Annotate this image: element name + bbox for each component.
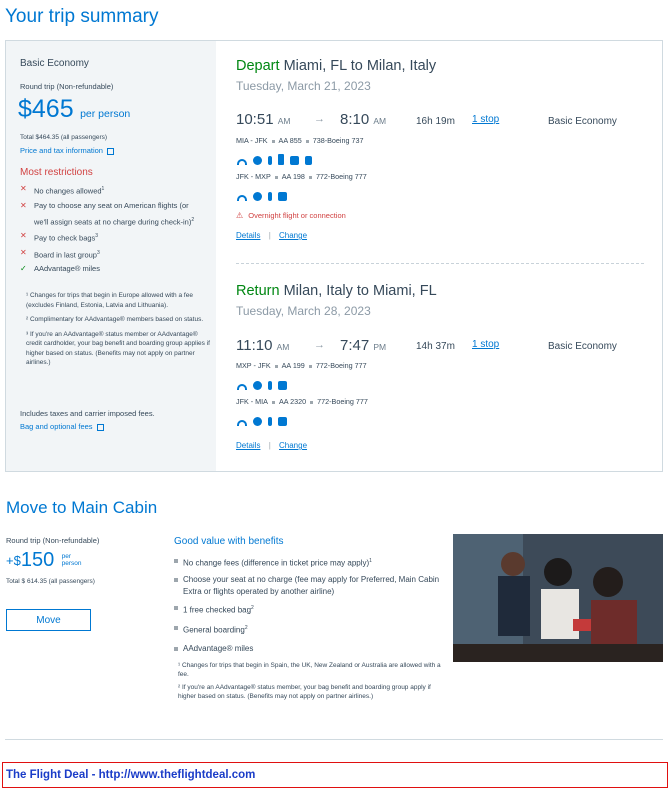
arr-time-value: 7:47 xyxy=(340,337,370,354)
x-icon: ✕ xyxy=(20,200,27,210)
usb-power-icon xyxy=(268,381,272,390)
separator: | xyxy=(268,441,271,450)
seat-icon xyxy=(278,192,287,201)
upsell-total: Total $ 614.35 (all passengers) xyxy=(6,578,95,585)
return-details-link[interactable]: Details xyxy=(236,441,261,450)
check-icon: ✓ xyxy=(20,264,27,273)
return-direction: Return xyxy=(236,283,280,299)
x-icon: ✕ xyxy=(20,184,27,193)
tv-icon xyxy=(290,156,299,165)
depart-details-link[interactable]: Details xyxy=(236,231,261,240)
segment-aircraft: 772-Boeing 777 xyxy=(317,397,368,406)
drinks-icon xyxy=(305,156,312,165)
depart-route: Miami, FL to Milan, Italy xyxy=(283,58,437,74)
fare-price: $465 xyxy=(18,95,74,123)
amenity-icons xyxy=(237,377,293,395)
dot-separator xyxy=(309,176,312,179)
person-label: person xyxy=(61,560,82,567)
return-stops-link[interactable]: 1 stop xyxy=(472,339,500,350)
arr-ampm: PM xyxy=(373,342,387,352)
benefits-list xyxy=(174,555,444,702)
entertainment-icon xyxy=(253,381,262,390)
benefit-text: General boarding xyxy=(183,625,245,635)
x-icon: ✕ xyxy=(20,231,27,240)
segment-route: MXP - JFK xyxy=(236,361,271,370)
upsell-price-block xyxy=(6,549,82,572)
segment-route: JFK - MXP xyxy=(236,172,271,181)
segment-route: MIA - JFK xyxy=(236,136,268,145)
dot-separator xyxy=(275,365,278,368)
benefit-text: Choose your seat at no charge (fee may apply for Preferred, Main Cabin Extra or flights operated by another airline) xyxy=(183,574,440,596)
wifi-icon xyxy=(237,195,247,201)
usb-power-icon xyxy=(268,417,272,426)
trip-summary-card xyxy=(5,40,663,472)
arrow-right-icon: → xyxy=(314,339,325,351)
entertainment-icon xyxy=(253,156,262,165)
external-link-icon xyxy=(97,424,104,431)
segment-route: JFK - MIA xyxy=(236,397,268,406)
benefit-sup: 1 xyxy=(369,558,372,564)
dot-separator xyxy=(272,140,275,143)
benefit-sup: 2 xyxy=(251,604,254,611)
benefit-item xyxy=(174,643,444,655)
restriction-text: No changes allowed xyxy=(34,186,102,196)
footer-banner xyxy=(2,762,668,788)
depart-dep-time xyxy=(236,111,290,128)
bag-fees-link-label[interactable]: Bag and optional fees xyxy=(20,422,93,431)
restriction-text: Board in last group xyxy=(34,250,97,259)
section-divider xyxy=(5,739,663,740)
benefit-item xyxy=(174,602,444,617)
fare-name: Basic Economy xyxy=(20,58,89,69)
segment-info xyxy=(236,397,368,406)
return-change-link[interactable]: Change xyxy=(279,441,308,450)
trip-type: Round trip (Non-refundable) xyxy=(20,82,114,91)
dep-time-value: 10:51 xyxy=(236,111,274,128)
dep-ampm: AM xyxy=(277,116,291,126)
passengers-illustration xyxy=(453,534,663,662)
benefit-sup: 2 xyxy=(244,625,248,632)
entertainment-icon xyxy=(253,192,262,201)
depart-direction: Depart xyxy=(236,58,280,74)
return-date: Tuesday, March 28, 2023 xyxy=(236,304,371,318)
dot-separator xyxy=(272,401,275,404)
restrictions-list xyxy=(20,182,205,276)
restrictions-title: Most restrictions xyxy=(20,167,93,178)
arrow-right-icon: → xyxy=(314,113,325,125)
main-cabin-photo xyxy=(453,534,663,662)
restriction-sup: 3 xyxy=(95,233,99,239)
depart-cabin: Basic Economy xyxy=(548,116,617,127)
usb-power-icon xyxy=(268,156,272,165)
segment-aircraft: 772-Boeing 777 xyxy=(315,361,367,370)
restriction-sup: 2 xyxy=(191,216,195,223)
bag-fees-link[interactable] xyxy=(20,422,104,431)
restriction-sup: 3 xyxy=(96,249,100,256)
benefit-footnote: ¹ Changes for trips that begin in Spain, the UK, New Zealand or Australia are allowed with a fee. xyxy=(178,661,441,679)
amenity-icons xyxy=(237,152,318,170)
depart-arr-time xyxy=(340,111,386,128)
x-icon: ✕ xyxy=(20,247,27,257)
fare-price-block xyxy=(18,95,130,124)
amenity-icons xyxy=(237,413,293,431)
restriction-text: AAdvantage® miles xyxy=(34,264,100,273)
per-label: per xyxy=(61,553,72,560)
depart-date: Tuesday, March 21, 2023 xyxy=(236,79,371,93)
overnight-warning xyxy=(236,211,346,220)
amenity-icons xyxy=(237,188,293,206)
restriction-item xyxy=(20,182,205,199)
return-dep-time xyxy=(236,337,289,354)
return-cabin: Basic Economy xyxy=(548,341,617,352)
footnote: ² Complimentary for AAdvantage® members based on status. xyxy=(26,316,204,323)
seat-icon xyxy=(278,417,287,426)
return-actions xyxy=(236,441,307,450)
wifi-icon xyxy=(237,384,247,390)
fare-footnotes xyxy=(26,291,210,368)
seat-icon xyxy=(278,381,287,390)
benefit-item xyxy=(174,574,444,598)
dot-separator xyxy=(306,140,309,143)
fare-summary-panel xyxy=(6,41,216,471)
upsell-trip-type: Round trip (Non-refundable) xyxy=(6,536,100,545)
segment-info xyxy=(236,361,367,370)
restriction-item xyxy=(20,199,205,230)
footnote: ¹ Changes for trips that begin in Europe allowed with a fee (excludes Finland, Estonia, Latvia and Lithuania). xyxy=(26,292,193,309)
dot-separator xyxy=(309,365,312,368)
depart-stops-link[interactable]: 1 stop xyxy=(472,114,500,125)
usb-power-icon xyxy=(268,192,272,201)
upsell-price-prefix: +$ xyxy=(6,553,21,568)
segment-aircraft: 772-Boeing 777 xyxy=(315,172,367,181)
leg-divider xyxy=(236,263,644,264)
price-tax-link-label[interactable]: Price and tax information xyxy=(20,146,103,155)
arr-time-value: 8:10 xyxy=(340,111,370,128)
benefit-item xyxy=(174,555,444,570)
depart-title xyxy=(236,58,436,74)
restriction-text: Pay to check bags xyxy=(34,233,96,243)
depart-actions xyxy=(236,231,307,240)
restriction-item xyxy=(20,246,205,263)
benefit-text: AAdvantage® miles xyxy=(183,643,254,653)
dep-time-value: 11:10 xyxy=(236,337,273,354)
segment-flight: AA 2320 xyxy=(278,397,307,406)
segment-aircraft: 738-Boeing 737 xyxy=(312,136,364,145)
warning-icon: ⚠ xyxy=(236,211,244,220)
upsell-price: 150 xyxy=(20,549,55,571)
benefit-text: No change fees (difference in ticket price may apply) xyxy=(183,558,370,568)
separator: | xyxy=(268,231,271,240)
depart-duration: 16h 19m xyxy=(416,116,455,127)
segment-flight: AA 198 xyxy=(281,172,305,181)
benefit-item xyxy=(174,622,444,637)
segment-flight: AA 855 xyxy=(278,136,302,145)
upsell-title: Move to Main Cabin xyxy=(6,498,158,517)
footer-text[interactable]: The Flight Deal - http://www.theflightdeal.com xyxy=(6,769,256,781)
dot-separator xyxy=(275,176,278,179)
external-link-icon xyxy=(107,148,114,155)
return-duration: 14h 37m xyxy=(416,341,455,352)
return-title xyxy=(236,283,437,299)
segment-info xyxy=(236,136,364,145)
arr-ampm: AM xyxy=(373,116,387,126)
dep-ampm: AM xyxy=(276,342,290,352)
segment-info xyxy=(236,172,367,181)
restriction-item xyxy=(20,262,205,276)
depart-change-link[interactable]: Change xyxy=(279,231,308,240)
per-person-label: per person xyxy=(80,108,131,120)
page-title: Your trip summary xyxy=(5,6,159,27)
mobile-icon xyxy=(278,154,284,165)
return-route: Milan, Italy to Miami, FL xyxy=(283,283,437,299)
benefit-text: 1 free checked bag xyxy=(183,605,252,615)
restriction-item xyxy=(20,229,205,246)
includes-taxes: Includes taxes and carrier imposed fees. xyxy=(20,409,155,418)
wifi-icon xyxy=(237,159,247,165)
benefit-footnote: ² If you're an AAdvantage® status member, your bag benefit and boarding group apply if higher based on status. (Benefits may not apply on partner airlines.) xyxy=(178,683,431,701)
upsell-per-person xyxy=(62,553,82,567)
overnight-warning-text: Overnight flight or connection xyxy=(248,211,346,220)
return-arr-time xyxy=(340,337,386,354)
restriction-sup: 1 xyxy=(101,186,105,192)
entertainment-icon xyxy=(253,417,262,426)
wifi-icon xyxy=(237,420,247,426)
dot-separator xyxy=(310,401,313,404)
benefits-title: Good value with benefits xyxy=(174,536,284,547)
footnote: ³ If you're an AAdvantage® status member or AAdvantage® credit cardholder, your bag benefit and boarding group applies if higher based on status. (Benefits may not apply on partner airlines.) xyxy=(26,330,210,366)
price-tax-link[interactable] xyxy=(20,146,114,155)
fare-total: Total $464.35 (all passengers) xyxy=(20,134,108,141)
segment-flight: AA 199 xyxy=(281,361,305,370)
restriction-text: Pay to choose any seat on American flights (or we'll assign seats at no charge during check-in) xyxy=(34,200,192,226)
move-button[interactable]: Move xyxy=(6,609,91,631)
